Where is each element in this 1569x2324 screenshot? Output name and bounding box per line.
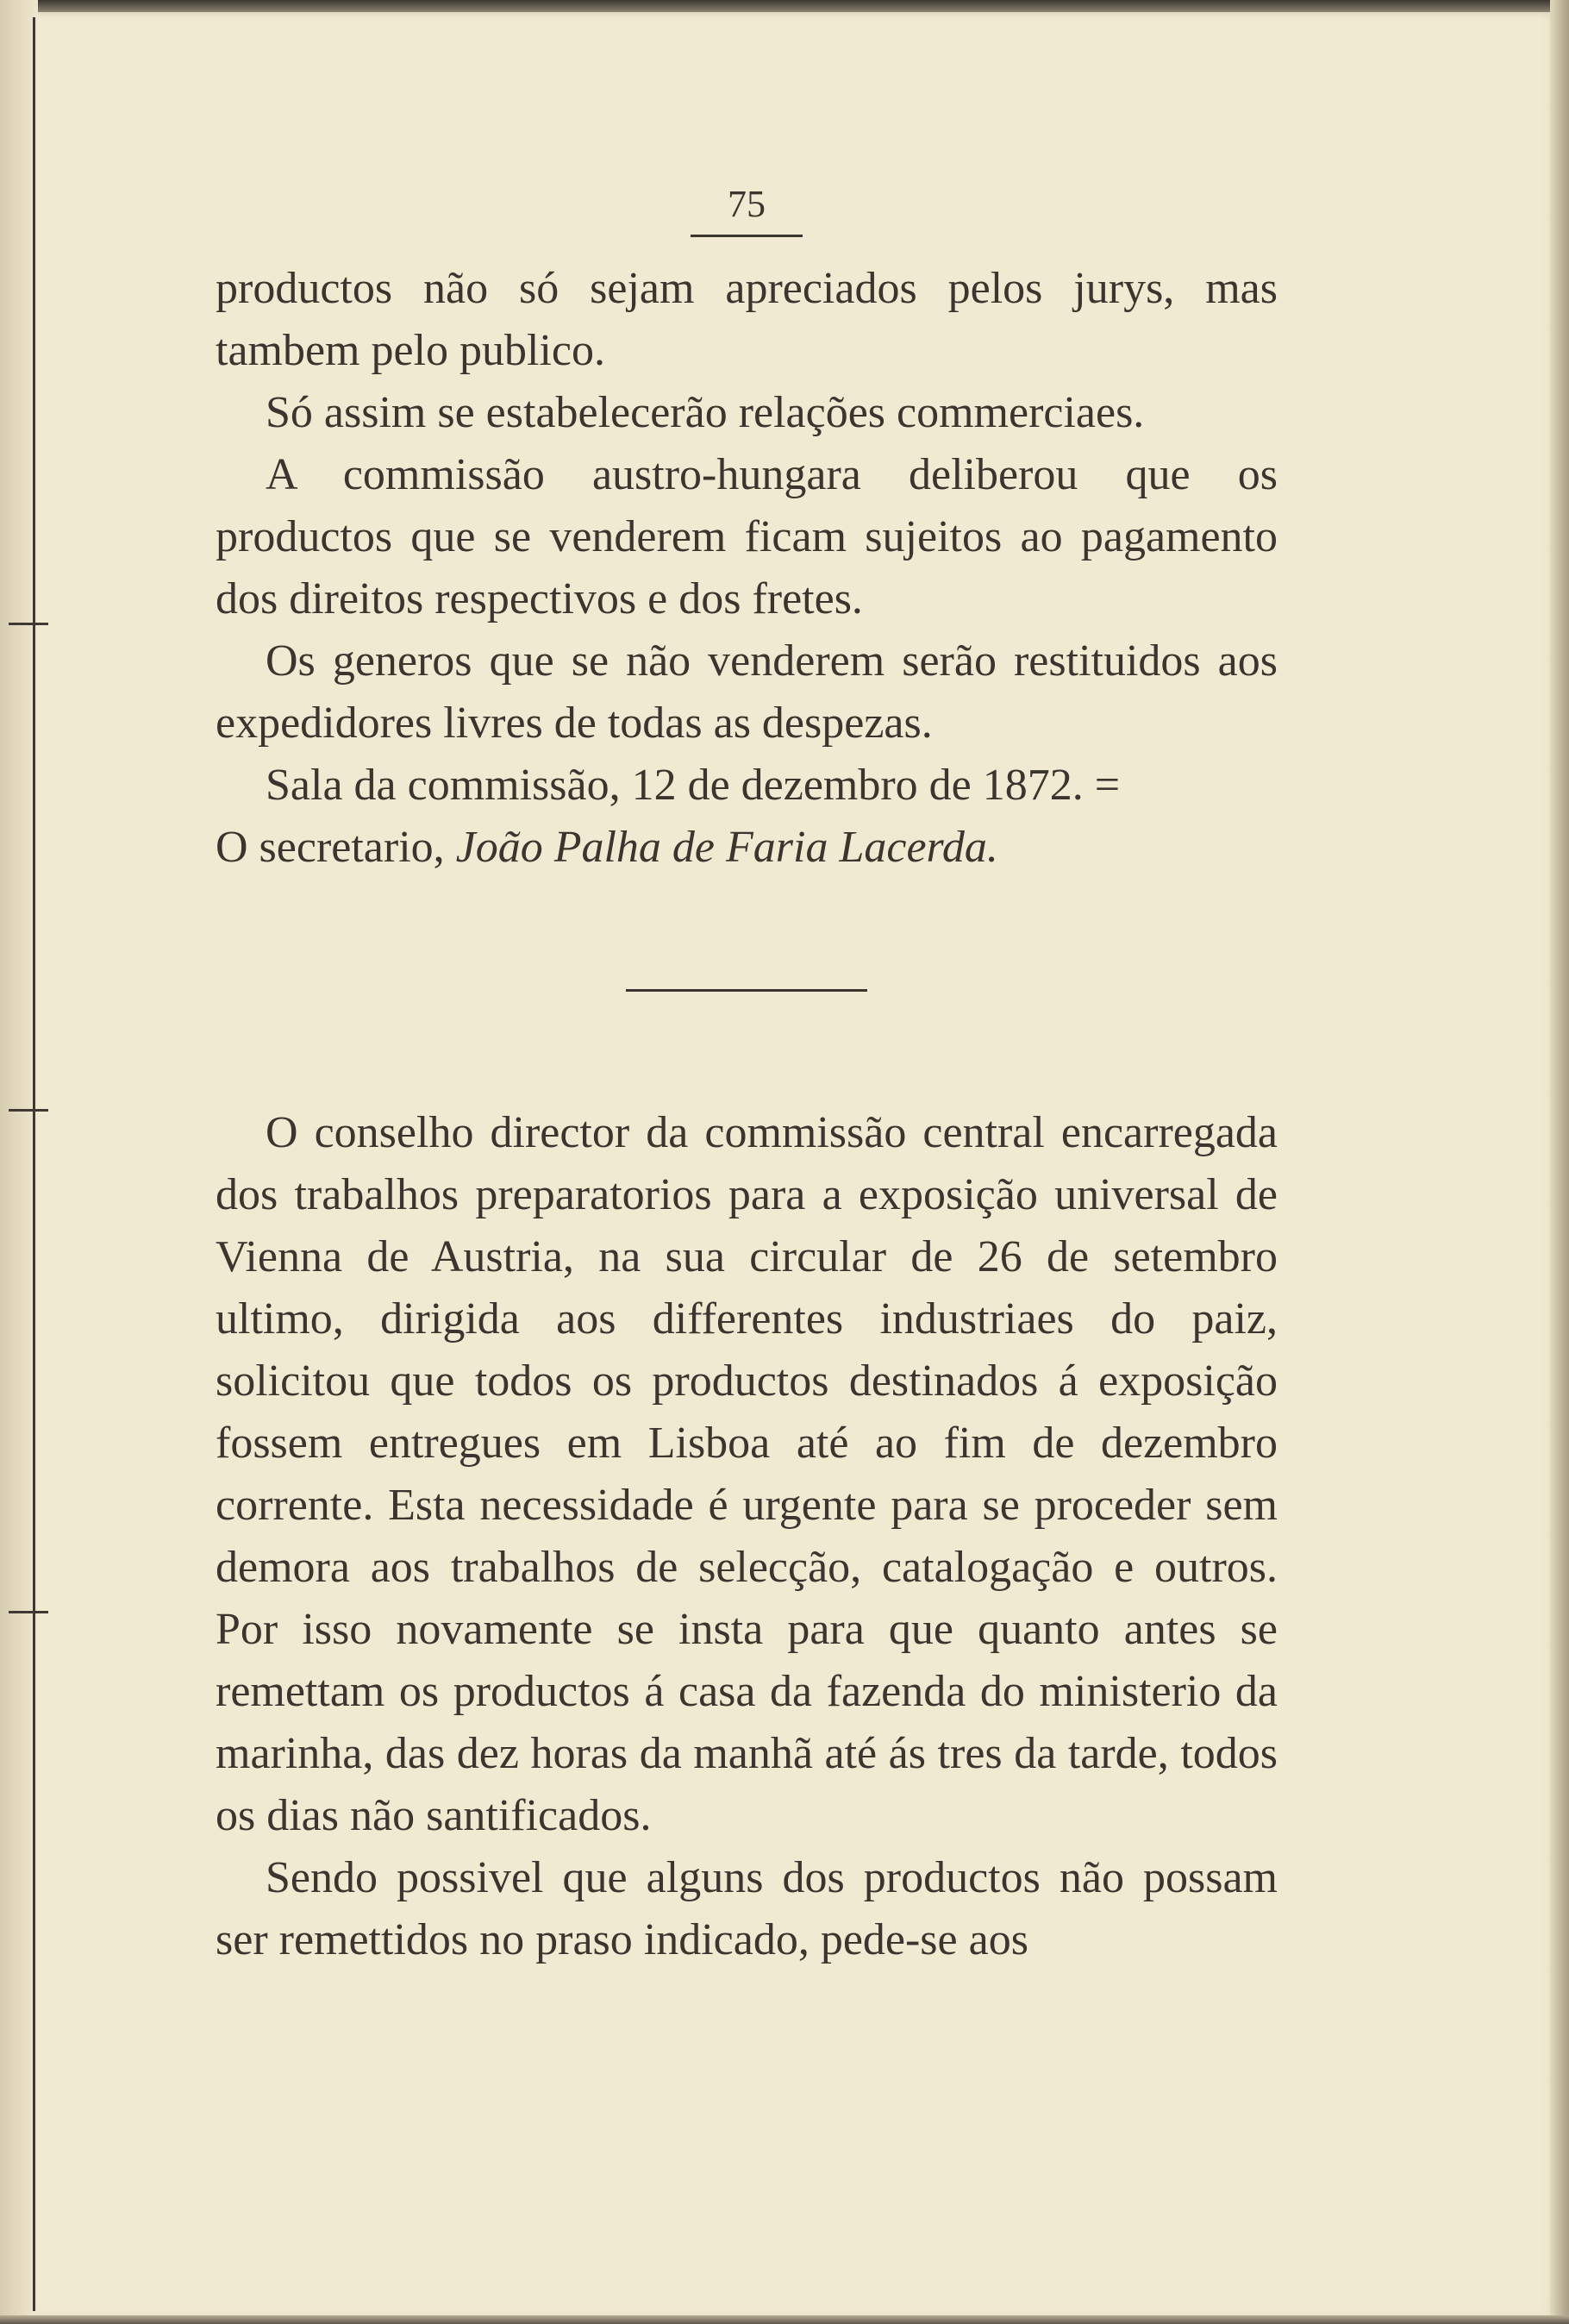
- page-bottom-edge: [0, 2315, 1569, 2324]
- binding-tick: [9, 1109, 48, 1112]
- paragraph: A commissão austro-hungara deliberou que os productos que se venderem ficam sujeitos ao pagamento dos direitos respectivos e dos fretes.: [216, 450, 1278, 623]
- binding-tick: [9, 623, 48, 625]
- paragraph-continuation: productos não só sejam apreciados pelos jurys, mas tambem pelo publico.: [216, 264, 1278, 375]
- page-number-rule: [691, 235, 803, 237]
- binding-tick: [9, 1611, 48, 1613]
- page-number: 75: [728, 183, 766, 225]
- paragraph: O conselho director da commissão central encarregada dos trabalhos preparatorios para a exposição universal de Vienna de Austria, na sua circular de 26 de setembro ultimo, dirigida aos differentes industriaes do paiz, solicitou que todos os productos destinados á exposição fossem entregues em Lisboa até ao fim de dezembro corrente. Esta necessidade é urgente para se proceder sem demora aos trabalhos de selecção, catalogação e outros. Por isso novamente se insta para que quanto antes se remettam os productos á casa da fazenda do ministerio da marinha, das dez horas da manhã até ás tres da tarde, todos os dias não santificados.: [216, 1108, 1278, 1840]
- page-right-edge: [1550, 0, 1569, 2324]
- signature-prefix: O secretario,: [216, 823, 456, 872]
- paragraph: Os generos que se não venderem serão restituidos aos expedidores livres de todas as despezas.: [216, 636, 1278, 748]
- page-top-edge: [0, 0, 1569, 12]
- page-content: [216, 183, 1278, 1971]
- paragraph: Só assim se estabelecerão relações commerciaes.: [266, 388, 1145, 437]
- signature-name: João Palha de Faria Lacerda.: [455, 823, 998, 872]
- section-divider: [626, 989, 867, 992]
- dateline: Sala da commissão, 12 de dezembro de 1872. =: [266, 761, 1121, 810]
- signature-line: [216, 817, 1278, 879]
- binding-line: [33, 17, 35, 2311]
- paragraph: Sendo possivel que alguns dos productos não possam ser remettidos no praso indicado, pede-se aos: [216, 1853, 1278, 1964]
